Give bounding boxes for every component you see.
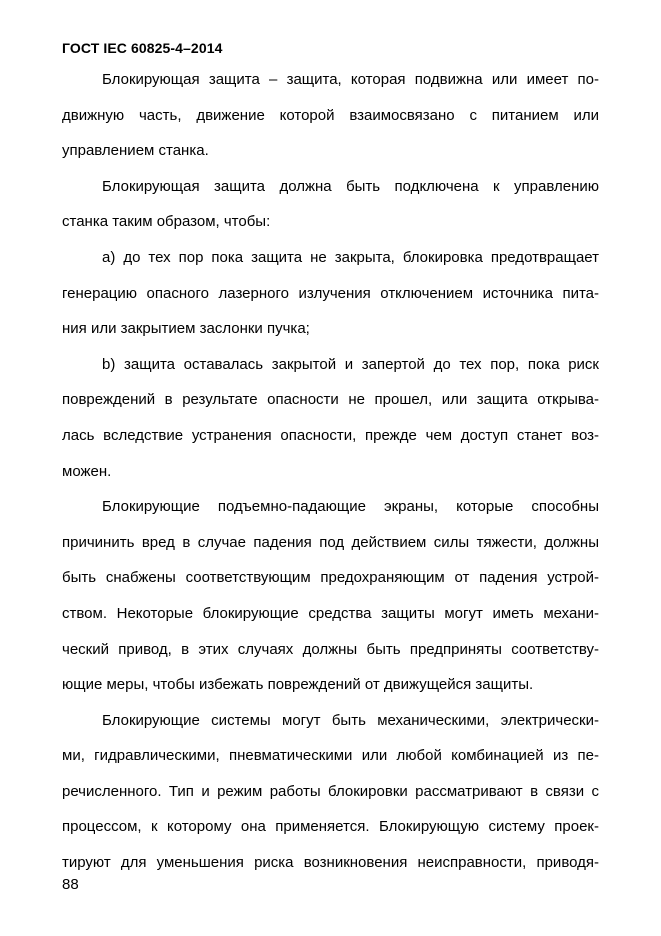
text-line: повреждений в результате опасности не прошел, или защита открыва- xyxy=(62,391,599,409)
text-line: лась вследствие устранения опасности, прежде чем доступ станет воз- xyxy=(62,426,599,444)
document-header: ГОСТ IEC 60825-4–2014 xyxy=(62,40,223,56)
text-line: ющие меры, чтобы избежать повреждений от движущейся защиты. xyxy=(62,676,534,694)
text-line: можен. xyxy=(62,462,112,480)
text-line: генерацию опасного лазерного излучения отключением источника пита- xyxy=(62,284,599,302)
page-number: 88 xyxy=(62,876,79,893)
text-line: Блокирующие системы могут быть механическими, электрически- xyxy=(102,711,599,729)
text-line: тируют для уменьшения риска возникновения неисправности, приводя- xyxy=(62,854,599,872)
text-line: ством. Некоторые блокирующие средства защиты могут иметь механи- xyxy=(62,604,599,622)
text-line: управлением станка. xyxy=(62,142,209,160)
text-line: Блокирующая защита должна быть подключена к управлению xyxy=(102,177,599,195)
text-line: быть снабжены соответствующим предохраняющим от падения устрой- xyxy=(62,569,599,587)
text-line: речисленного. Тип и режим работы блокировки рассматривают в связи с xyxy=(62,782,599,800)
text-line: ческий привод, в этих случаях должны быть предприняты соответству- xyxy=(62,640,599,658)
text-line: ми, гидравлическими, пневматическими или любой комбинацией из пе- xyxy=(62,747,599,765)
text-line: движную часть, движение которой взаимосвязано с питанием или xyxy=(62,106,599,124)
text-line: станка таким образом, чтобы: xyxy=(62,213,271,231)
text-line: процессом, к которому она применяется. Блокирующую систему проек- xyxy=(62,818,599,836)
text-line: b) защита оставалась закрытой и запертой до тех пор, пока риск xyxy=(102,355,599,373)
text-line: причинить вред в случае падения под действием силы тяжести, должны xyxy=(62,533,599,551)
body-text xyxy=(62,62,599,881)
text-line: ния или закрытием заслонки пучка; xyxy=(62,320,310,338)
text-line: Блокирующие подъемно-падающие экраны, которые способны xyxy=(102,498,599,516)
text-line: Блокирующая защита – защита, которая подвижна или имеет по- xyxy=(102,71,599,88)
text-line: a) до тех пор пока защита не закрыта, блокировка предотвращает xyxy=(102,248,599,266)
